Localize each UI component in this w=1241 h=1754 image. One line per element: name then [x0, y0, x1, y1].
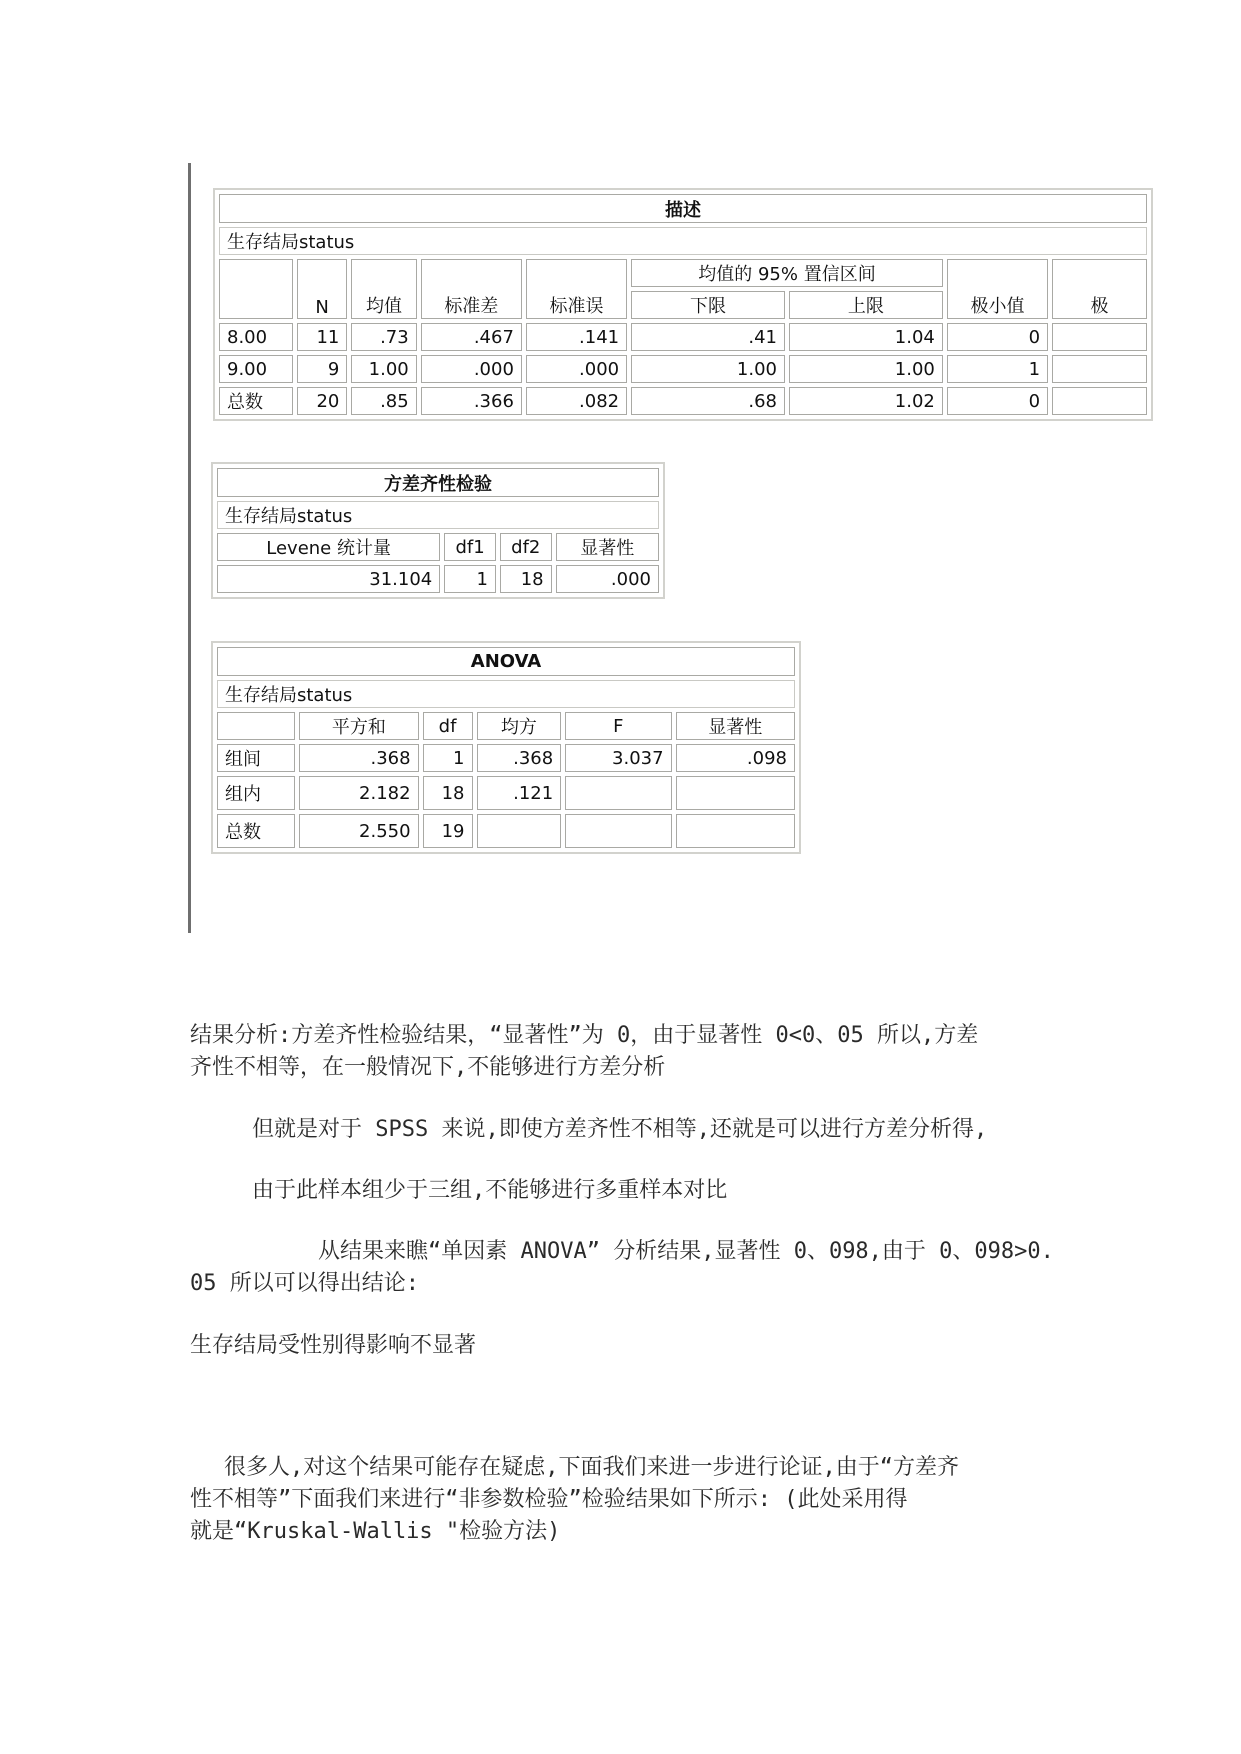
cell-se: .082 — [526, 387, 627, 415]
header-mean: 均值 — [351, 259, 416, 319]
corner-cell — [219, 259, 293, 319]
analysis-paragraph-line-1: 结果分析:方差齐性检验结果，“显著性”为 0，由于显著性 0<0、05 所以,方差 — [190, 1023, 979, 1048]
variable-label: 生存结局status — [217, 680, 795, 708]
header-max: 极 — [1052, 259, 1147, 319]
row-label: 总数 — [219, 387, 293, 415]
cell-ss: 2.182 — [299, 776, 418, 810]
levene-table — [211, 462, 665, 599]
cell-max — [1052, 323, 1147, 351]
cell-df: 19 — [423, 814, 473, 848]
cell-f: 3.037 — [565, 744, 671, 772]
cell-sd: .467 — [421, 323, 522, 351]
table-row — [217, 814, 795, 848]
table-title: 方差齐性检验 — [217, 468, 659, 497]
cell-df: 1 — [423, 744, 473, 772]
anova-result-line-1: 从结果来瞧“单因素 ANOVA” 分析结果,显著性 0、098,由于 0、098>0. — [318, 1239, 1054, 1264]
cell-se: .000 — [526, 355, 627, 383]
cell-df1: 1 — [444, 565, 496, 593]
nonparametric-paragraph-line-3: 就是“Kruskal-Wallis "检验方法) — [190, 1519, 561, 1544]
cell-sd: .000 — [421, 355, 522, 383]
header-df1: df1 — [444, 533, 496, 561]
header-sd: 标准差 — [421, 259, 522, 319]
margin-rule — [188, 163, 191, 933]
cell-n: 9 — [297, 355, 348, 383]
cell-ci-high: 1.02 — [789, 387, 943, 415]
cell-sig: .098 — [676, 744, 795, 772]
row-label: 组内 — [217, 776, 295, 810]
cell-ci-high: 1.00 — [789, 355, 943, 383]
multiple-comparison-paragraph: 由于此样本组少于三组,不能够进行多重样本对比 — [252, 1178, 728, 1203]
cell-min: 0 — [947, 323, 1048, 351]
cell-f — [565, 814, 671, 848]
cell-mean: .85 — [351, 387, 416, 415]
cell-ms: .368 — [477, 744, 562, 772]
header-sig: 显著性 — [676, 712, 795, 740]
header-df: df — [423, 712, 473, 740]
spss-note-paragraph: 但就是对于 SPSS 来说,即使方差齐性不相等,还就是可以进行方差分析得, — [252, 1117, 988, 1142]
descriptives-table — [213, 188, 1153, 421]
row-label: 8.00 — [219, 323, 293, 351]
variable-label: 生存结局status — [217, 501, 659, 529]
cell-sig: .000 — [556, 565, 659, 593]
cell-ss: 2.550 — [299, 814, 418, 848]
cell-se: .141 — [526, 323, 627, 351]
table-row — [219, 355, 1147, 383]
table-title: ANOVA — [217, 647, 795, 676]
table-row — [219, 323, 1147, 351]
header-ss: 平方和 — [299, 712, 418, 740]
header-ms: 均方 — [477, 712, 562, 740]
table-title: 描述 — [219, 194, 1147, 223]
row-label: 总数 — [217, 814, 295, 848]
cell-ms: .121 — [477, 776, 562, 810]
descriptives-table-viewport — [213, 188, 1109, 428]
cell-sig — [676, 814, 795, 848]
cell-sig — [676, 776, 795, 810]
cell-min: 0 — [947, 387, 1048, 415]
header-n: N — [297, 259, 348, 319]
cell-ci-low: .68 — [631, 387, 785, 415]
header-ci-low: 下限 — [631, 291, 785, 319]
cell-n: 11 — [297, 323, 348, 351]
header-sig: 显著性 — [556, 533, 659, 561]
header-f: F — [565, 712, 671, 740]
header-se: 标准误 — [526, 259, 627, 319]
table-row — [217, 776, 795, 810]
cell-mean: 1.00 — [351, 355, 416, 383]
cell-df: 18 — [423, 776, 473, 810]
cell-mean: .73 — [351, 323, 416, 351]
cell-n: 20 — [297, 387, 348, 415]
cell-ci-low: 1.00 — [631, 355, 785, 383]
table-row — [219, 387, 1147, 415]
cell-f — [565, 776, 671, 810]
cell-sd: .366 — [421, 387, 522, 415]
row-label: 组间 — [217, 744, 295, 772]
cell-ms — [477, 814, 562, 848]
cell-levene-stat: 31.104 — [217, 565, 440, 593]
cell-ci-low: .41 — [631, 323, 785, 351]
variable-label: 生存结局status — [219, 227, 1147, 255]
header-ci: 均值的 95% 置信区间 — [631, 259, 943, 287]
table-row — [217, 565, 659, 593]
cell-max — [1052, 387, 1147, 415]
header-df2: df2 — [500, 533, 552, 561]
row-label: 9.00 — [219, 355, 293, 383]
conclusion-paragraph: 生存结局受性别得影响不显著 — [190, 1333, 477, 1358]
anova-result-line-2: 05 所以可以得出结论: — [190, 1271, 419, 1296]
header-levene-stat: Levene 统计量 — [217, 533, 440, 561]
corner-cell — [217, 712, 295, 740]
cell-min: 1 — [947, 355, 1048, 383]
nonparametric-paragraph-line-2: 性不相等”下面我们来进行“非参数检验”检验结果如下所示: (此处采用得 — [190, 1487, 908, 1512]
nonparametric-paragraph-line-1: 很多人,对这个结果可能存在疑虑,下面我们来进一步进行论证,由于“方差齐 — [224, 1455, 959, 1480]
cell-ss: .368 — [299, 744, 418, 772]
cell-df2: 18 — [500, 565, 552, 593]
cell-max — [1052, 355, 1147, 383]
analysis-paragraph-line-2: 齐性不相等，在一般情况下,不能够进行方差分析 — [190, 1055, 666, 1080]
header-min: 极小值 — [947, 259, 1048, 319]
table-row — [217, 744, 795, 772]
anova-table — [211, 641, 801, 854]
header-ci-high: 上限 — [789, 291, 943, 319]
cell-ci-high: 1.04 — [789, 323, 943, 351]
